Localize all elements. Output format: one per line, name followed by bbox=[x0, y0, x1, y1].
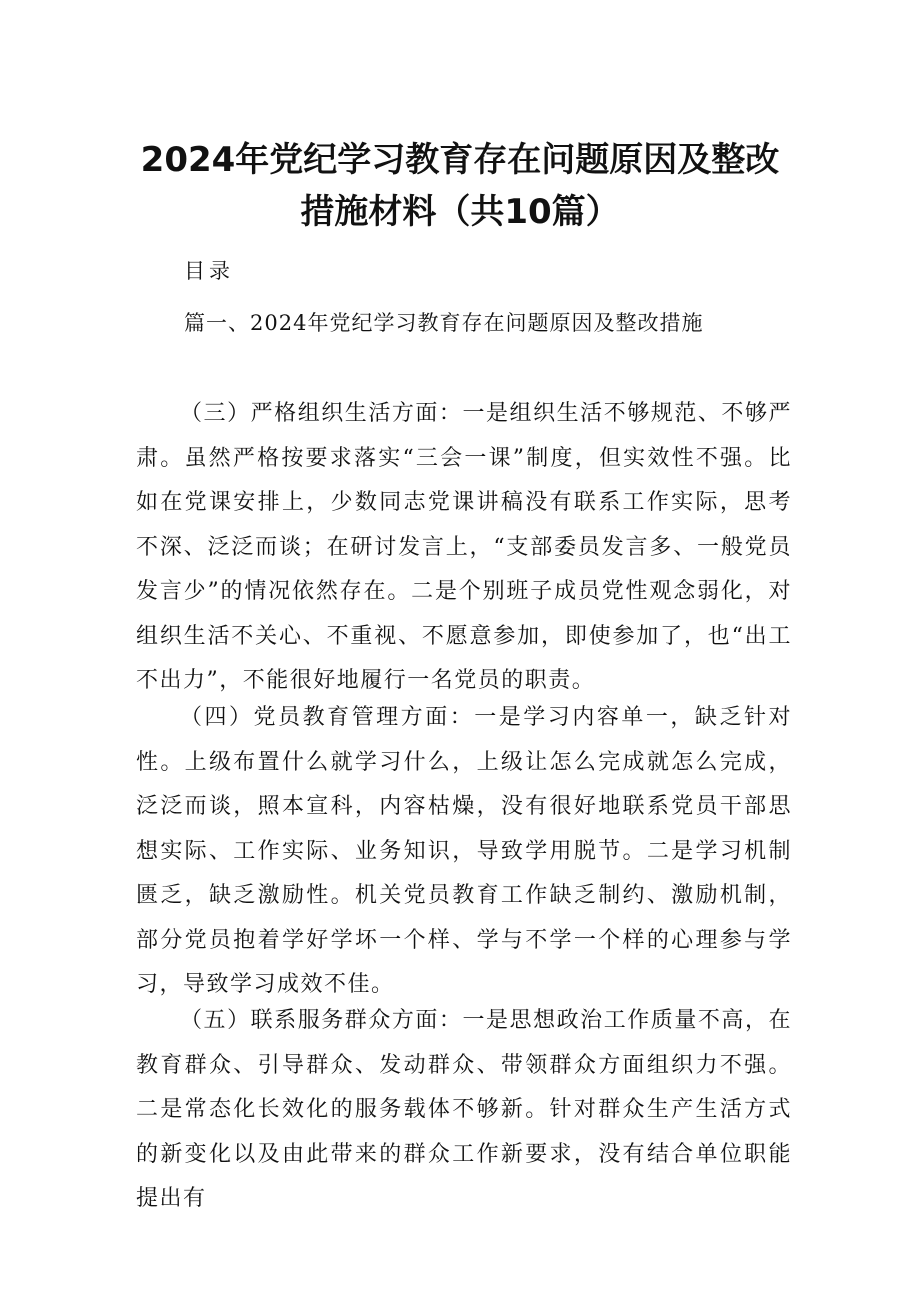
body-paragraph-serving-the-masses: （五）联系服务群众方面：一是思想政治工作质量不高，在教育群众、引导群众、发动群众、带领群众方面组织力不强。二是常态化长效化的服务载体不够新。针对群众生产生活方式的新变化以及由此带来的群众工作新要求，没有结合单位职能提出有 bbox=[136, 1008, 792, 1211]
toc-item: 篇一、2024年党纪学习教育存在问题原因及整改措施 bbox=[184, 311, 704, 335]
document-title-line-2: 措施材料（共10篇） bbox=[300, 192, 620, 232]
body-paragraph-organizational-life: （三）严格组织生活方面：一是组织生活不够规范、不够严肃。虽然严格按要求落实“三会一课”制度，但实效性不强。比如在党课安排上，少数同志党课讲稿没有联系工作实际，思考不深、泛泛而谈；在研讨发言上，“支部委员发言多、一般党员发言少”的情况依然存在。二是个别班子成员党性观念弱化，对组织生活不关心、不重视、不愿意参加，即使参加了，也“出工不出力”，不能很好地履行一名党员的职责。 bbox=[136, 401, 792, 693]
document-title-line-1: 2024年党纪学习教育存在问题原因及整改 bbox=[140, 140, 780, 180]
toc-heading: 目录 bbox=[184, 259, 234, 283]
body-paragraph-member-education: （四）党员教育管理方面：一是学习内容单一，缺乏针对性。上级布置什么就学习什么，上级让怎么完成就怎么完成，泛泛而谈，照本宣科，内容枯燥，没有很好地联系党员干部思想实际、工作实际、业务知识，导致学用脱节。二是学习机制匮乏，缺乏激励性。机关党员教育工作缺乏制约、激励机制，部分党员抱着学好学坏一个样、学与不学一个样的心理参与学习，导致学习成效不佳。 bbox=[136, 705, 792, 997]
